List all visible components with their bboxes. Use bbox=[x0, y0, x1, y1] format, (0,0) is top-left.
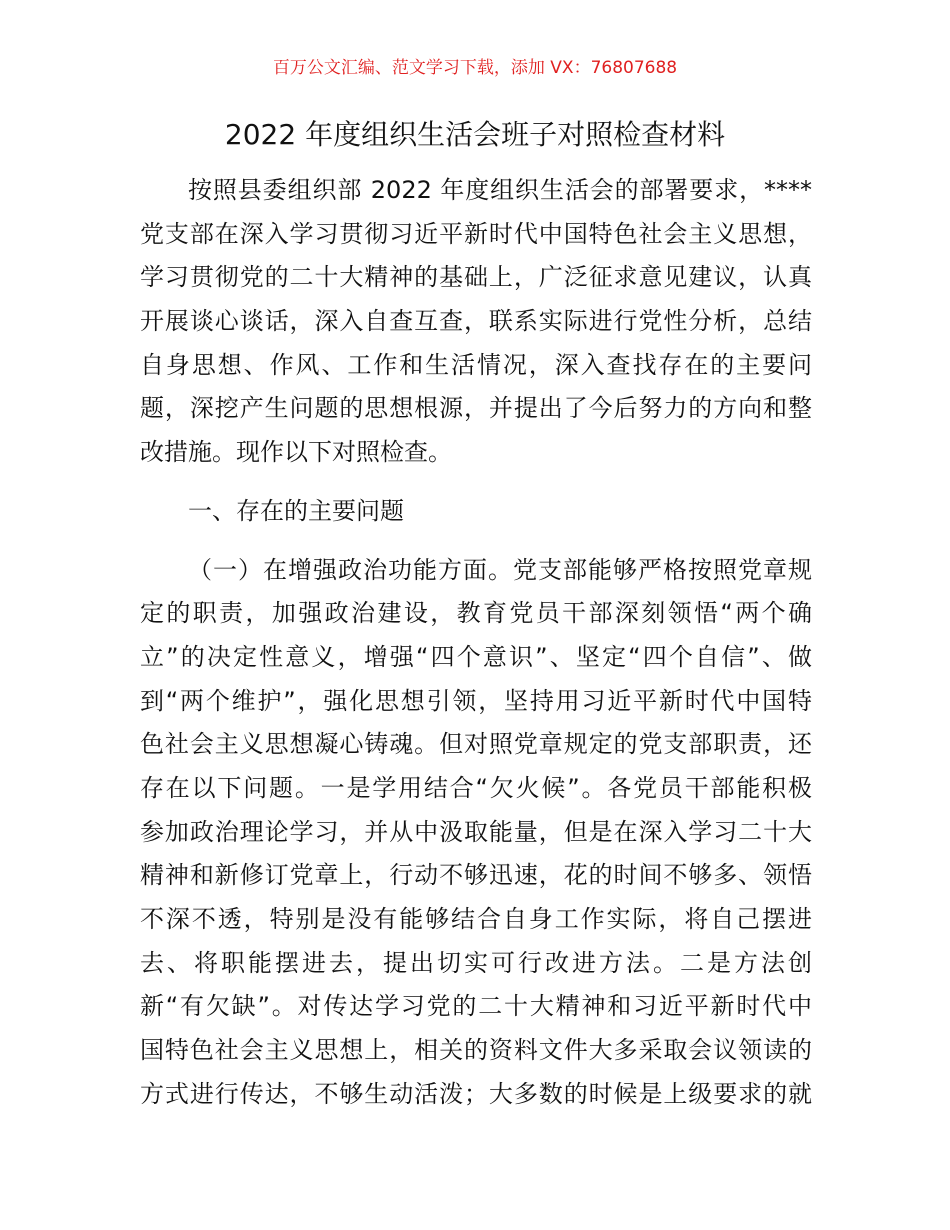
text-line: 色社会主义思想凝心铸魂。但对照党章规定的党支部职责，还 bbox=[140, 730, 812, 759]
paragraph-political-function bbox=[140, 556, 812, 1124]
text-line: 学习贯彻党的二十大精神的基础上，广泛征求意见建议，认真 bbox=[140, 263, 812, 292]
text-line: 题，深挖产生问题的思想根源，并提出了今后努力的方向和整 bbox=[140, 394, 812, 423]
paragraph-intro bbox=[140, 176, 812, 482]
text-line: 改措施。现作以下对照检查。 bbox=[140, 438, 452, 467]
text-line: 不深不透，特别是没有能够结合自身工作实际，将自己摆进 bbox=[140, 905, 812, 933]
text-line: 存在以下问题。一是学用结合“欠火候”。各党员干部能积极 bbox=[140, 773, 812, 802]
text-line: 按照县委组织部 2022 年度组织生活会的部署要求，**** bbox=[188, 176, 812, 204]
text-line: 定的职责，加强政治建设，教育党员干部深刻领悟“两个确 bbox=[140, 599, 812, 628]
paragraph-gap bbox=[140, 541, 812, 556]
text-line: 新“有欠缺”。对传达学习党的二十大精神和习近平新时代中 bbox=[140, 992, 812, 1021]
text-line: 开展谈心谈话，深入自查互查，联系实际进行党性分析，总结 bbox=[140, 307, 812, 336]
document-title: 2022 年度组织生活会班子对照检查材料 bbox=[224, 118, 726, 151]
text-line: 自身思想、作风、工作和生活情况，深入查找存在的主要问 bbox=[140, 350, 812, 379]
text-line: 立”的决定性意义，增强“四个意识”、坚定“四个自信”、做 bbox=[140, 642, 812, 671]
document-body bbox=[140, 176, 812, 1123]
watermark-text: 百万公文汇编、范文学习下载，添加 VX：76807688 bbox=[272, 58, 678, 78]
section-heading: 一、存在的主要问题 bbox=[188, 496, 404, 525]
text-line: 方式进行传达，不够生动活泼；大多数的时候是上级要求的就 bbox=[140, 1079, 812, 1108]
text-line: 国特色社会主义思想上，相关的资料文件大多采取会议领读的 bbox=[140, 1036, 812, 1065]
text-line: 参加政治理论学习，并从中汲取能量，但是在深入学习二十大 bbox=[140, 817, 812, 846]
text-line: 到“两个维护”，强化思想引领，坚持用习近平新时代中国特 bbox=[140, 686, 812, 715]
paragraph-gap bbox=[140, 482, 812, 497]
text-line: 党支部在深入学习贯彻习近平新时代中国特色社会主义思想， bbox=[140, 219, 812, 248]
text-line: 去、将职能摆进去，提出切实可行改进方法。二是方法创 bbox=[140, 948, 812, 977]
text-line: 精神和新修订党章上，行动不够迅速，花的时间不够多、领悟 bbox=[140, 861, 812, 890]
text-line: （一）在增强政治功能方面。党支部能够严格按照党章规 bbox=[188, 555, 812, 584]
